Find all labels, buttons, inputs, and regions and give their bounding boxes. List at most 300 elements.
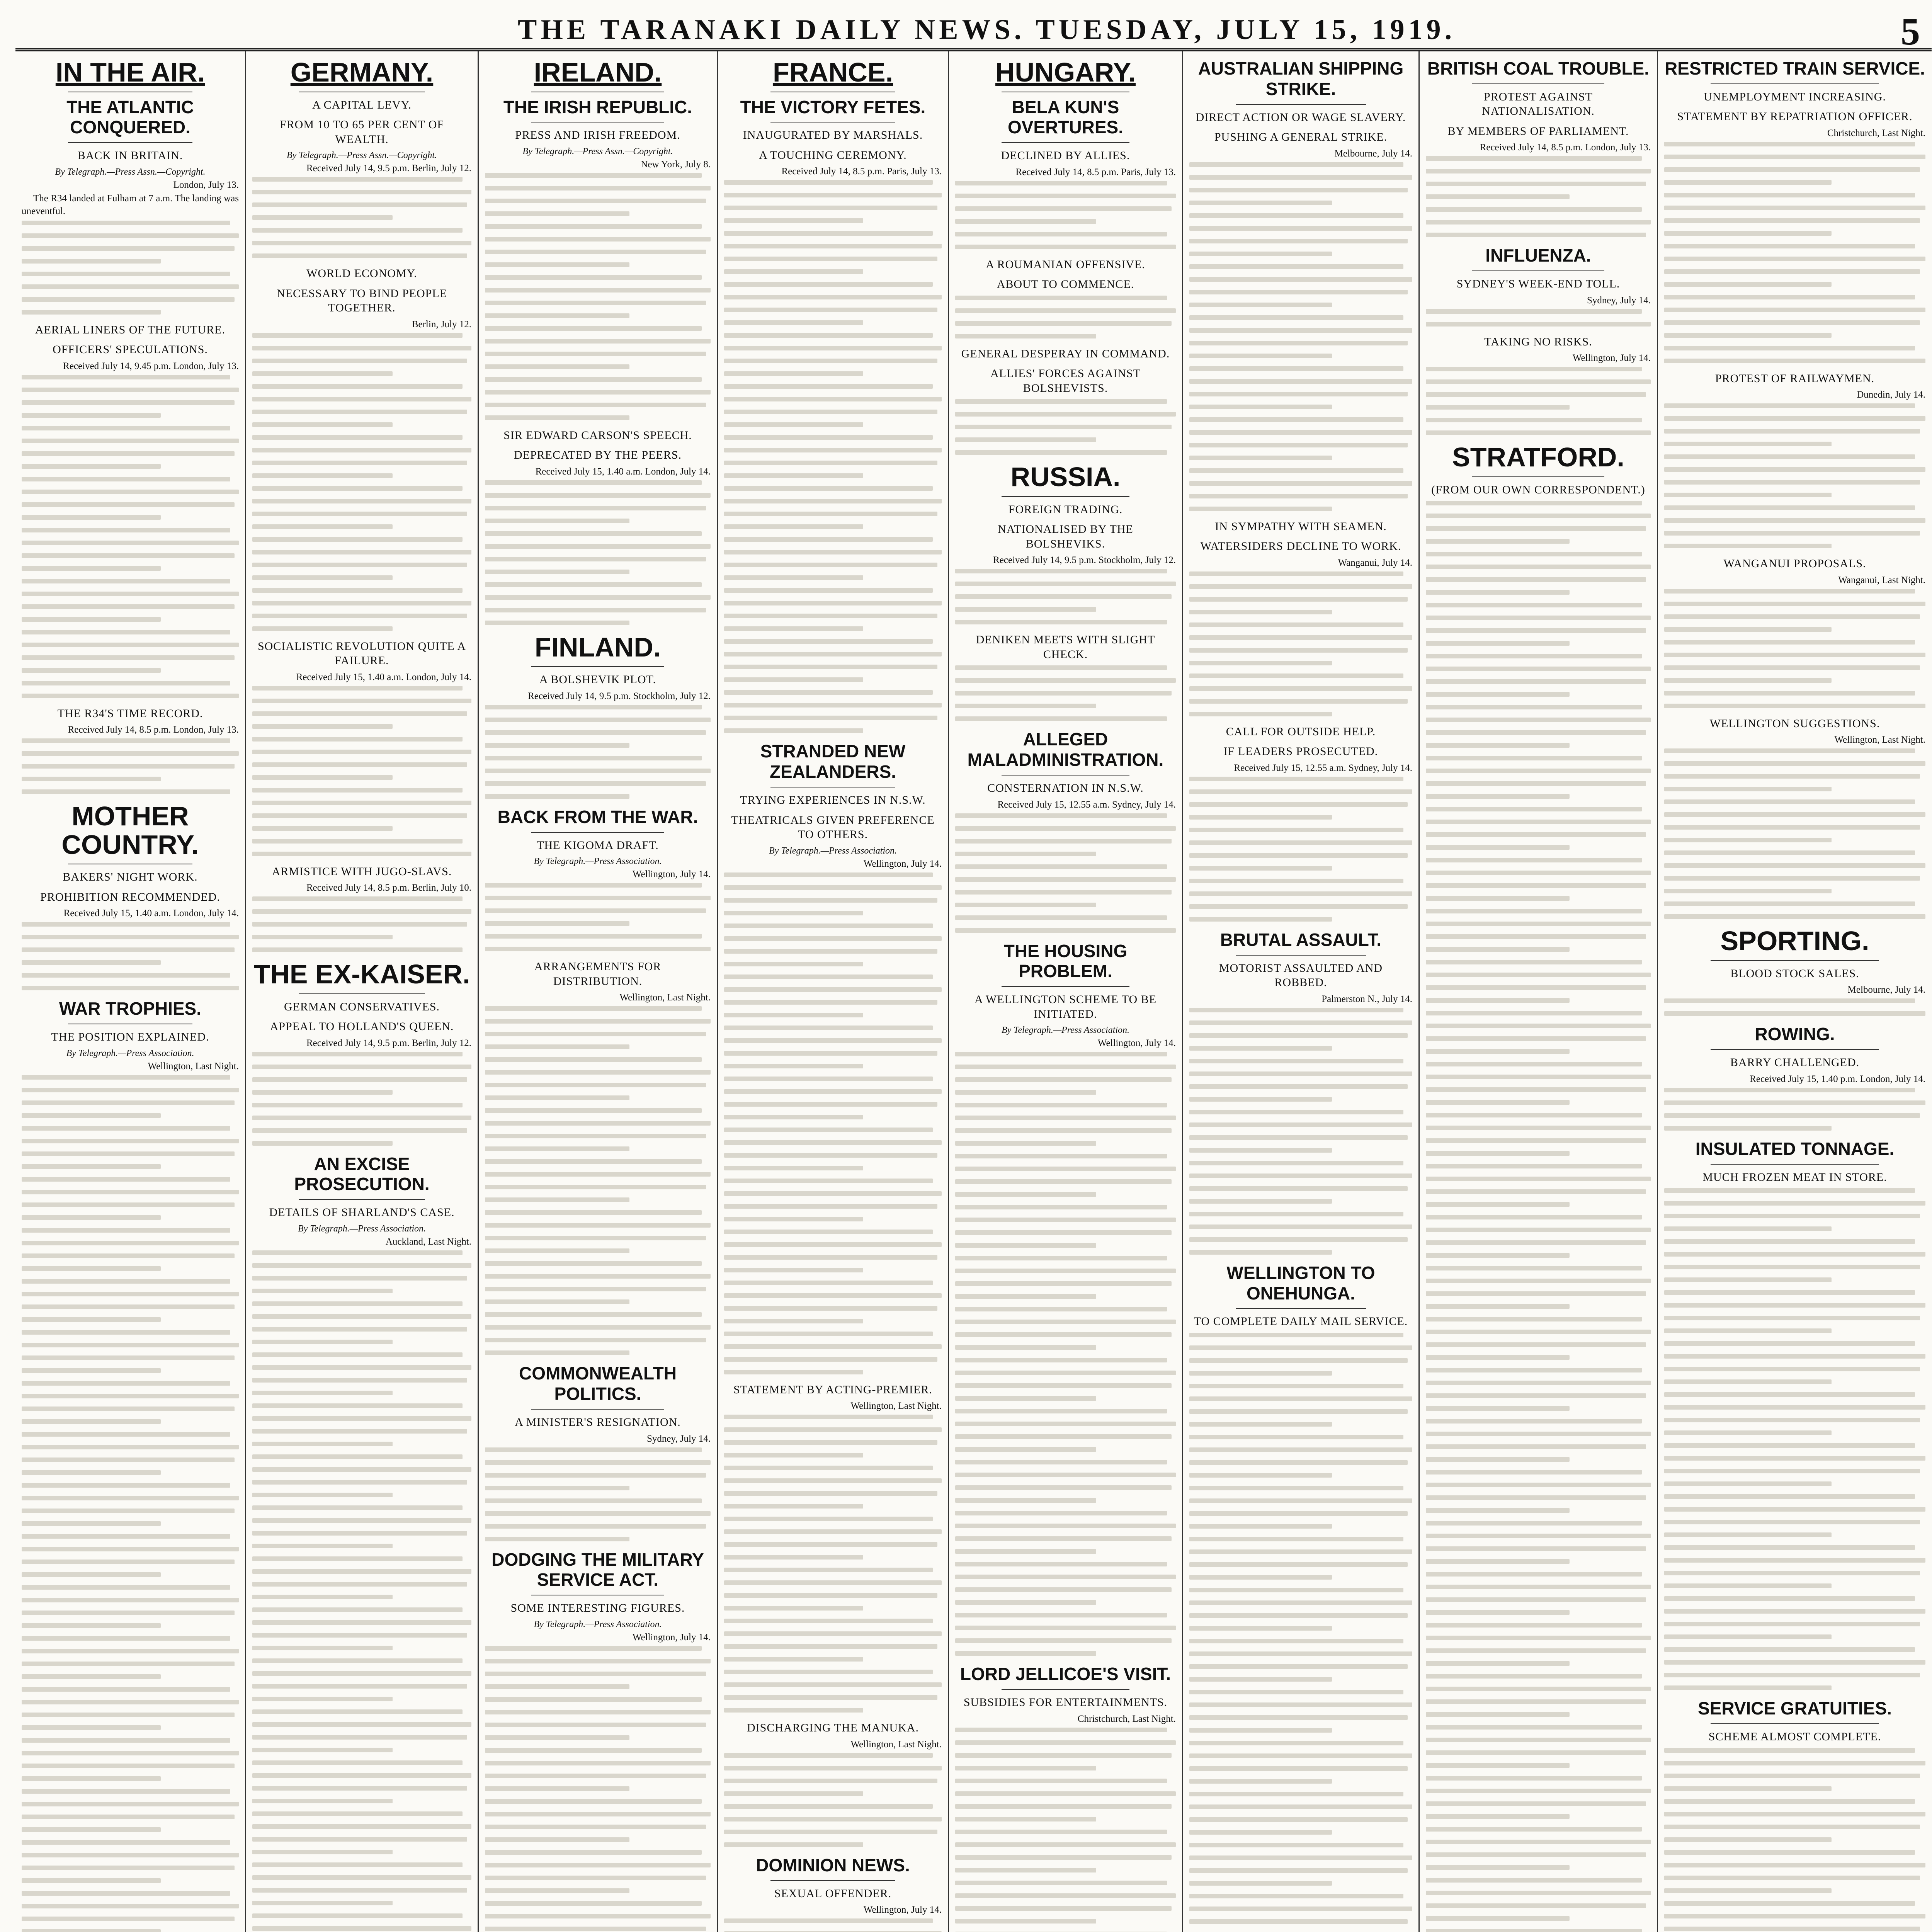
text-line (724, 1766, 942, 1770)
text-line (22, 1636, 230, 1641)
text-line (1189, 891, 1412, 896)
text-line (485, 1786, 629, 1791)
text-line (1426, 985, 1646, 990)
text-line (1426, 769, 1651, 773)
text-line (485, 390, 711, 395)
text-line (1426, 1891, 1651, 1895)
text-line (485, 326, 702, 331)
text-line (724, 1753, 933, 1758)
dateline: Sydney, July 14. (1587, 295, 1651, 306)
text-line (1426, 1534, 1651, 1538)
text-line (252, 499, 471, 503)
text-line (1664, 1888, 1832, 1893)
headline: RESTRICTED TRAIN SERVICE. (1665, 58, 1925, 78)
text-line (1664, 333, 1832, 338)
text-line (1189, 468, 1403, 473)
text-line (1189, 1588, 1403, 1592)
text-line (485, 1223, 711, 1228)
text-line (955, 321, 1172, 326)
subheading: A CAPITAL LEVY. (312, 98, 412, 111)
text-line (22, 259, 161, 264)
text-line (1189, 1575, 1332, 1580)
text-line (1426, 539, 1570, 544)
masthead-title: THE TARANAKI DAILY NEWS. TUESDAY, JULY 15, 1919. (518, 14, 1456, 46)
text-line (724, 716, 937, 720)
subheading: NECESSARY TO BIND PEOPLE TOGETHER. (276, 287, 447, 314)
text-line (1664, 493, 1832, 497)
text-line (724, 1415, 933, 1419)
text-line (955, 1345, 1096, 1350)
text-line (955, 1218, 1176, 1222)
text-line (1426, 1674, 1642, 1679)
text-line (1664, 1341, 1915, 1346)
text-line (1426, 603, 1642, 607)
text-line (724, 359, 937, 363)
text-line (1189, 1225, 1412, 1229)
text-line (1189, 904, 1408, 909)
text-line (955, 1804, 1172, 1809)
illegible-text-block (955, 1052, 1176, 1656)
text-line (252, 699, 471, 703)
text-line (1189, 712, 1332, 716)
subheading: BY MEMBERS OF PARLIAMENT. (1447, 124, 1629, 138)
text-line (252, 1811, 463, 1816)
text-line (22, 1713, 235, 1717)
subheading: MUCH FROZEN MEAT IN STORE. (1702, 1170, 1887, 1184)
text-line (724, 461, 937, 465)
text-line (1189, 1664, 1408, 1669)
text-line (955, 1855, 1172, 1860)
text-line (22, 617, 161, 622)
text-line (485, 1863, 711, 1867)
text-line (485, 1057, 702, 1062)
text-line (1426, 1457, 1570, 1462)
text-line (252, 1429, 467, 1434)
text-line (1664, 544, 1832, 548)
text-line (252, 1505, 463, 1510)
text-line (22, 1279, 230, 1284)
text-line (955, 1320, 1176, 1324)
text-line (252, 1697, 393, 1701)
text-line (485, 403, 706, 407)
text-line (724, 1344, 942, 1349)
subheading: WANGANUI PROPOSALS. (1723, 557, 1866, 570)
section-heading: HUNGARY. (995, 57, 1136, 87)
text-line (252, 550, 471, 554)
text-line (1664, 518, 1925, 523)
text-line (1664, 320, 1920, 325)
text-line (485, 1325, 711, 1330)
text-line (1426, 1763, 1570, 1768)
text-line (955, 569, 1167, 573)
text-line (955, 1524, 1176, 1528)
text-line (485, 377, 702, 382)
text-line (1426, 1789, 1651, 1793)
subheading: SOME INTERESTING FIGURES. (510, 1602, 685, 1615)
text-line (1426, 565, 1651, 569)
text-line (955, 1179, 1172, 1184)
headline: THE HOUSING PROBLEM. (1003, 940, 1128, 981)
text-line (485, 1672, 706, 1676)
text-line (22, 960, 161, 965)
text-line (485, 313, 629, 318)
text-line (485, 1172, 711, 1177)
text-line (1189, 379, 1412, 384)
text-line (955, 1077, 1172, 1082)
text-line (724, 1918, 933, 1923)
text-line (22, 426, 230, 430)
headline: AN EXCISE PROSECUTION. (294, 1153, 430, 1194)
text-line (724, 677, 863, 682)
text-line (1426, 934, 1646, 939)
text-line (955, 1128, 1172, 1133)
text-line (1664, 1914, 1925, 1918)
text-line (485, 1837, 629, 1842)
text-line (1189, 264, 1403, 269)
text-line (1189, 828, 1403, 832)
text-line (252, 626, 393, 631)
headline: BELA KUN'S OVERTURES. (1007, 97, 1124, 138)
text-line (724, 1051, 937, 1056)
text-line (22, 477, 230, 481)
illegible-text-block (1664, 998, 1925, 1016)
text-line (1664, 206, 1925, 210)
headline: WELLINGTON TO ONEHUNGA. (1226, 1262, 1375, 1303)
text-line (1189, 252, 1332, 256)
subheading: SOCIALISTIC REVOLUTION QUITE A FAILURE. (257, 639, 466, 667)
text-line (955, 1307, 1167, 1311)
illegible-text-block (724, 872, 942, 1374)
text-line (485, 1684, 629, 1689)
divider (1472, 83, 1604, 84)
text-line (724, 898, 937, 903)
text-line (1664, 1214, 1920, 1218)
text-line (724, 550, 942, 554)
text-line (1664, 825, 1920, 830)
text-line (252, 1646, 393, 1650)
text-line (724, 1529, 942, 1534)
text-line (724, 193, 942, 197)
text-line (1426, 667, 1651, 671)
text-line (1426, 1087, 1646, 1092)
text-line (724, 257, 937, 261)
text-line (22, 764, 235, 769)
text-line (1664, 1596, 1915, 1601)
text-line (22, 375, 230, 379)
text-line (485, 1070, 711, 1075)
text-line (724, 1517, 933, 1521)
text-line (252, 737, 463, 742)
text-line (1189, 686, 1412, 691)
text-line (22, 541, 239, 545)
text-line (724, 1427, 942, 1432)
text-line (724, 295, 942, 299)
text-line (252, 524, 393, 529)
text-line (252, 1901, 393, 1905)
text-line (252, 1607, 463, 1612)
text-line (1664, 1392, 1915, 1397)
illegible-text-block (22, 1075, 239, 1932)
text-line (724, 1102, 937, 1107)
text-line (1426, 501, 1642, 505)
text-line (1664, 1786, 1832, 1791)
text-line (724, 1682, 942, 1687)
dateline: Wanganui, July 14. (1338, 557, 1412, 568)
text-line (1426, 1610, 1570, 1615)
dateline: Received July 14, 8.5 p.m. London, July 13. (68, 724, 239, 735)
text-line (1664, 1558, 1925, 1563)
text-line (1189, 917, 1332, 922)
subheading: IN SYMPATHY WITH SEAMEN. (1215, 520, 1387, 533)
text-line (724, 308, 937, 312)
text-line (955, 1740, 1176, 1745)
subheading: STATEMENT BY REPATRIATION OFFICER. (1677, 110, 1913, 123)
text-line (955, 334, 1096, 338)
text-line (485, 934, 702, 939)
text-line (1189, 430, 1412, 435)
text-line (1664, 1532, 1832, 1537)
headline: LORD JELLICOE'S VISIT. (960, 1664, 1171, 1684)
illegible-text-block (22, 738, 239, 794)
text-line (22, 986, 239, 990)
text-line (724, 703, 942, 707)
dateline: Received July 14, 9.5 p.m. Stockholm, July 12. (993, 555, 1176, 566)
text-line (1189, 1690, 1403, 1694)
divider (68, 142, 192, 143)
text-line (955, 1651, 1096, 1656)
text-line (724, 1242, 942, 1247)
subheading: BLOOD STOCK SALES. (1730, 967, 1859, 980)
text-line (1664, 889, 1832, 893)
text-line (955, 1167, 1176, 1171)
text-line (1426, 309, 1642, 314)
text-line (485, 364, 629, 369)
text-line (252, 1556, 463, 1561)
text-line (1426, 1126, 1651, 1130)
text-line (252, 801, 471, 805)
text-line (1664, 1113, 1920, 1118)
text-line (252, 1837, 467, 1842)
text-line (1189, 1741, 1403, 1745)
text-line (1664, 1088, 1915, 1092)
text-line (955, 877, 1176, 882)
text-line (724, 1466, 933, 1470)
text-line (1664, 429, 1920, 434)
text-line (252, 397, 471, 401)
text-line (252, 448, 471, 452)
text-line (1189, 417, 1403, 422)
text-line (1189, 1511, 1408, 1516)
text-line (252, 359, 467, 363)
text-line (724, 1191, 942, 1196)
text-line (485, 718, 711, 722)
text-line (1189, 1409, 1408, 1414)
text-line (955, 1230, 1172, 1235)
text-line (22, 439, 239, 443)
text-line (1664, 1901, 1915, 1906)
text-line (724, 923, 933, 928)
dateline: Melbourne, July 14. (1847, 985, 1925, 995)
text-line (1426, 1546, 1646, 1551)
subheading: TRYING EXPERIENCES IN N.S.W. (740, 794, 926, 807)
text-line (1189, 1498, 1412, 1503)
text-line (724, 911, 863, 915)
text-line (485, 557, 706, 561)
illegible-text-block (1189, 1333, 1412, 1932)
text-line (1664, 1011, 1925, 1016)
subheading: A WELLINGTON SCHEME TO BE INITIATED. (974, 993, 1157, 1020)
text-line (724, 1000, 937, 1005)
subheading: DIRECT ACTION OR WAGE SLAVERY. (1196, 111, 1406, 124)
text-line (485, 506, 706, 510)
text-line (1664, 614, 1920, 619)
text-line (1664, 1622, 1920, 1626)
headline: AUSTRALIAN SHIPPING STRIKE. (1198, 58, 1404, 99)
text-line (955, 1638, 1172, 1643)
subheading: TAKING NO RISKS. (1484, 335, 1592, 348)
text-line (1664, 244, 1915, 248)
text-line (22, 490, 239, 494)
text-line (485, 608, 706, 612)
text-line (724, 1013, 863, 1017)
text-line (485, 1299, 629, 1304)
text-line (955, 1549, 1096, 1554)
text-line (1426, 845, 1570, 850)
text-line (1189, 584, 1412, 589)
text-line (724, 486, 933, 491)
text-line (724, 872, 933, 877)
text-line (1664, 914, 1925, 919)
illegible-text-block (724, 1753, 942, 1847)
text-line (1426, 998, 1570, 1003)
text-line (1426, 960, 1642, 964)
text-line (1426, 590, 1570, 595)
illegible-text-block (22, 375, 239, 698)
text-line (1189, 597, 1408, 602)
text-line (1189, 1549, 1412, 1554)
text-line (955, 1192, 1096, 1197)
headline: DODGING THE MILITARY SERVICE ACT. (492, 1549, 704, 1590)
text-line (252, 473, 393, 478)
text-line (1189, 1766, 1408, 1771)
dateline: Wellington, Last Night. (1834, 735, 1925, 745)
text-line (724, 1779, 937, 1783)
text-line (1426, 692, 1570, 697)
text-line (1664, 282, 1832, 287)
text-line (1426, 526, 1646, 531)
text-line (955, 839, 1172, 844)
text-line (1189, 1173, 1412, 1178)
text-line (955, 1626, 1176, 1630)
text-line (485, 1146, 629, 1151)
text-line (1426, 1011, 1642, 1015)
text-line (955, 1613, 1167, 1617)
text-line (1189, 1435, 1403, 1439)
text-line (1426, 379, 1651, 384)
text-line (485, 1799, 702, 1804)
text-line (724, 1026, 933, 1030)
text-line (1664, 1405, 1925, 1410)
text-line (252, 1926, 471, 1931)
text-line (1426, 1814, 1570, 1819)
text-line (252, 1250, 463, 1255)
text-line (724, 1306, 937, 1311)
text-line (1189, 1396, 1412, 1401)
byline: By Telegraph.—Press Assn.—Copyright. (522, 146, 673, 156)
text-line (485, 224, 702, 229)
text-line (1426, 1317, 1642, 1321)
text-line (1426, 514, 1651, 518)
text-line (1189, 277, 1412, 282)
illegible-text-block (22, 922, 239, 990)
subheading: INAUGURATED BY MARSHALS. (743, 129, 923, 142)
text-line (252, 762, 467, 767)
text-line (955, 1332, 1172, 1337)
text-line (22, 1853, 239, 1857)
divider (299, 1199, 425, 1200)
divider (1002, 142, 1129, 143)
section-heading: RUSSIA. (1010, 462, 1121, 492)
text-line (252, 1658, 463, 1663)
text-line (724, 1606, 863, 1611)
text-line (1426, 1381, 1651, 1385)
text-line (22, 284, 239, 289)
text-line (1426, 1929, 1642, 1932)
divider (1711, 83, 1879, 84)
text-line (955, 437, 1096, 442)
text-line (955, 1065, 1176, 1069)
subheading: THE POSITION EXPLAINED. (51, 1031, 209, 1044)
text-line (252, 241, 471, 245)
text-line (1426, 641, 1570, 646)
text-line (1664, 1328, 1832, 1333)
text-line (1189, 481, 1412, 486)
text-line (724, 614, 937, 618)
text-line (485, 1121, 711, 1126)
text-line (485, 1901, 702, 1906)
text-line (1426, 1827, 1642, 1832)
text-line (22, 1458, 235, 1462)
text-line (485, 794, 629, 799)
text-line (1426, 743, 1570, 748)
text-line (724, 346, 942, 350)
text-line (1426, 367, 1642, 371)
text-line (955, 232, 1167, 236)
text-line (22, 1190, 239, 1194)
article-text: The R34 landed at Fulham at 7 a.m. The landing was uneventful. (22, 193, 239, 216)
text-line (1664, 505, 1915, 510)
text-line (485, 769, 711, 773)
text-line (22, 502, 235, 507)
text-line (1189, 213, 1403, 218)
text-line (485, 1044, 629, 1049)
text-line (252, 461, 467, 465)
subheading: WELLINGTON SUGGESTIONS. (1709, 717, 1880, 730)
illegible-text-block (485, 1447, 711, 1541)
text-line (485, 781, 706, 786)
text-line (1426, 1801, 1646, 1806)
text-line (724, 537, 933, 542)
text-line (252, 896, 463, 901)
text-line (724, 1128, 933, 1132)
text-line (22, 973, 230, 978)
text-line (22, 777, 161, 781)
text-line (1426, 973, 1651, 977)
text-line (252, 1327, 467, 1332)
subheading: TO COMPLETE DAILY MAIL SERVICE. (1194, 1315, 1408, 1328)
text-line (724, 1370, 863, 1374)
text-line (22, 643, 239, 647)
